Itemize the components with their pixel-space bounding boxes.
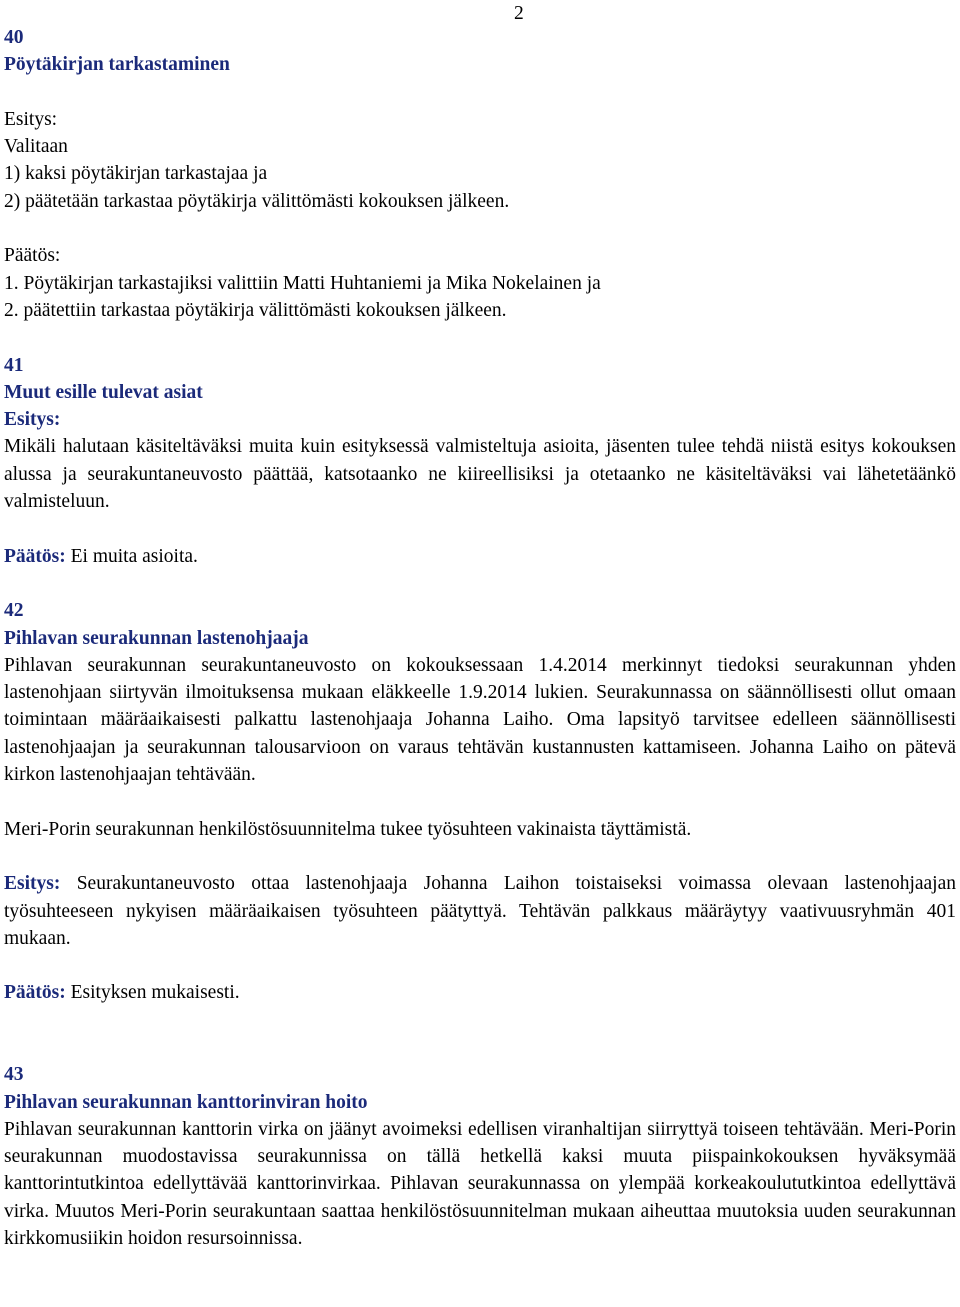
paatos-label: Päätös:	[4, 982, 66, 1004]
section-title: Pihlavan seurakunnan lastenohjaaja	[4, 627, 309, 649]
document-body	[4, 24, 956, 1252]
esitys-line: Valitaan	[4, 136, 68, 158]
section-number: 40	[4, 27, 24, 48]
esitys-label: Esitys:	[4, 409, 61, 431]
esitys-text: Seurakuntaneuvosto ottaa lastenohjaaja Johanna Laihon toistaiseksi voimassa olevaan lastenohjaajan työsuhteeseen nykyisen määräaikaisen työsuhteen päätyttyä. Tehtävän palkkaus määräytyy vaativuusryhmän 401 mukaan.	[4, 873, 956, 949]
section-43	[4, 1061, 956, 1252]
paatos-text: Esityksen mukaisesti.	[65, 982, 240, 1004]
section-number: 43	[4, 1064, 24, 1086]
esitys-label: Esitys:	[4, 873, 61, 895]
paatos-line: 2. päätettiin tarkastaa pöytäkirja välittömästi kokouksen jälkeen.	[4, 299, 507, 321]
section-title: Pihlavan seurakunnan kanttorinviran hoito	[4, 1091, 368, 1113]
esitys-line: 1) kaksi pöytäkirjan tarkastajaa ja	[4, 163, 268, 185]
esitys-line: 2) päätetään tarkastaa pöytäkirja välittömästi kokouksen jälkeen.	[4, 190, 510, 212]
esitys-paragraph	[4, 870, 956, 952]
body-text-2: Meri-Porin seurakunnan henkilöstösuunnitelma tukee työsuhteen vakinaista täyttämistä.	[4, 818, 692, 840]
paatos-paragraph	[4, 543, 956, 570]
section-40	[4, 24, 956, 324]
section-42	[4, 597, 956, 1006]
esitys-label: Esitys:	[4, 108, 58, 130]
section-number: 42	[4, 600, 24, 622]
paatos-label: Päätös:	[4, 245, 61, 267]
body-text: Pihlavan seurakunnan kanttorin virka on jäänyt avoimeksi edellisen viranhaltijan siirryttyä toiseen tehtävään. Meri-Porin seurakunnan muodostavissa seurakunnissa on tällä hetkellä kaksi muuta piispainkokouksen hyväksymää kanttorintutkintoa edellyttävää kanttorinvirkaa. Pihlavan seurakunnassa on ylempää korkeakoulututkintoa edellyttävä virka. Muutos Meri-Porin seurakuntaan saattaa henkilöstösuunnitelman mukaan aiheuttaa muutoksia uuden seurakunnan kirkkomusiikin hoidon resursoinnissa.	[4, 1118, 956, 1250]
paatos-label: Päätös:	[4, 545, 66, 567]
paatos-line: 1. Pöytäkirjan tarkastajiksi valittiin Matti Huhtaniemi ja Mika Nokelainen ja	[4, 272, 601, 294]
page-number: 2	[514, 3, 524, 24]
esitys-text: Mikäli halutaan käsiteltäväksi muita kuin esityksessä valmisteltuja asioita, jäsenten tulee tehdä niistä esitys kokouksen alussa ja seurakuntaneuvosto päättää, katsotaanko ne kiireellisiksi ja otetaanko ne käsiteltäväksi vai lähetetäänkö valmisteluun.	[4, 436, 956, 513]
paatos-text: Ei muita asioita.	[65, 545, 198, 567]
section-title: Muut esille tulevat asiat	[4, 381, 203, 403]
section-41	[4, 352, 956, 570]
paatos-paragraph	[4, 979, 956, 1006]
body-text: Pihlavan seurakunnan seurakuntaneuvosto on kokouksessaan 1.4.2014 merkinnyt tiedoksi seurakunnan yhden lastenohjaan siirtyvän ilmoituksensa mukaan eläkkeelle 1.9.2014 lukien. Seurakunnassa on säännöllisesti ollut omaan toimintaan määräaikaisesti palkattu lastenohjaaja Johanna Laiho. Oma lapsityö tarvitsee edelleen säännöllisesti lastenohjaajan ja seurakunnan talousarvioon on varaus tehtävän kustannusten kattamiseen. Johanna Laiho on pätevä kirkon lastenohjaajan tehtävään.	[4, 654, 956, 786]
section-number: 41	[4, 354, 24, 376]
section-title: Pöytäkirjan tarkastaminen	[4, 54, 230, 76]
